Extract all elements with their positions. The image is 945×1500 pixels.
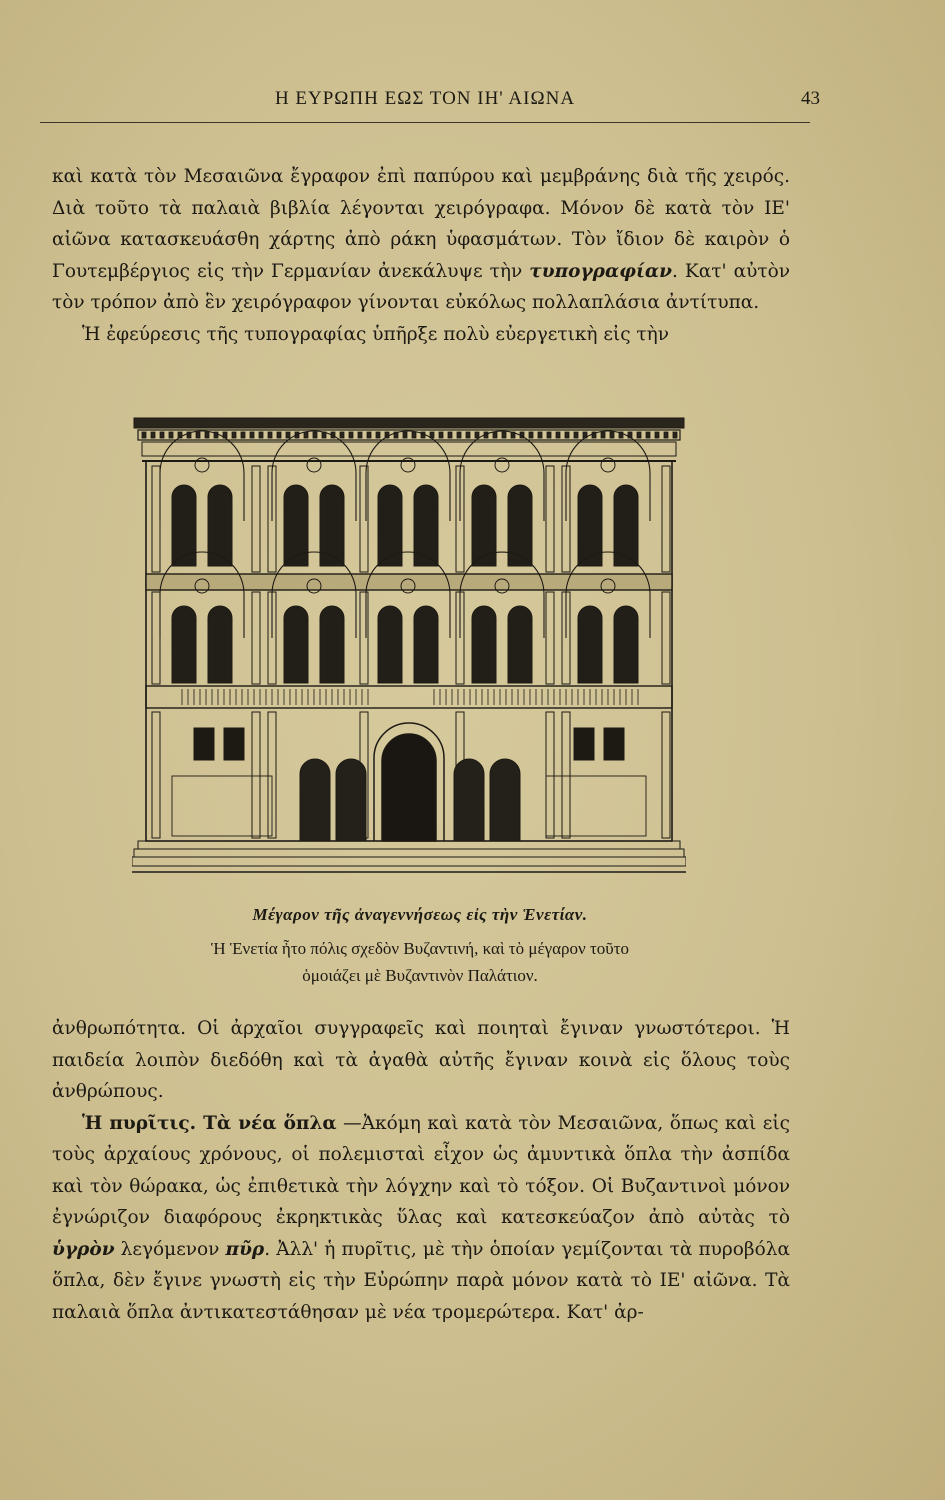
section-heading: Ἡ πυρῖτις. Τὰ νέα ὅπλα [82, 1112, 337, 1134]
emphasis-ygron: ὑγρὸν [52, 1238, 115, 1260]
bottom-text-block [52, 1013, 790, 1328]
page-header [40, 88, 820, 123]
paragraph-humanity: ἀνθρωπότητα. Οἱ ἀρχαῖοι συγγραφεῖς καὶ ποιηταὶ ἔγιναν γνωστότεροι. Ἡ παιδεία λοιπὸν διεδόθη καὶ τὰ ἀγαθὰ αὐτῆς ἔγιναν κοινὰ εἰς ὅλους τοὺς ἀνθρώπους. [52, 1018, 790, 1102]
emphasis-pyr: πῦρ [225, 1238, 265, 1260]
figure-caption-line2: ὁμοιάζει μὲ Βυζαντινὸν Παλάτιον. [302, 966, 538, 985]
running-title: Η ΕΥΡΩΠΗ ΕΩΣ ΤΟΝ ΙΗ' ΑΙΩΝΑ [274, 88, 576, 109]
paragraph-invention: Ἡ ἐφεύρεσις τῆς τυπογραφίας ὑπῆρξε πολὺ εὐεργετικὴ εἰς τὴν [82, 323, 669, 345]
palazzo-illustration [132, 416, 686, 876]
page-number: 43 [801, 88, 820, 109]
figure-caption-title: Μέγαρον τῆς ἀναγεννήσεως εἰς τὴν Ἑνετίαν. [252, 905, 588, 924]
paragraph-gunpowder: Ἡ πυρῖτις. Τὰ νέα ὅπλα —Ἀκόμη καὶ κατὰ τὸν Μεσαιῶνα, ὅπως καὶ εἰς τοὺς ἀρχαίους χρόνους, οἱ πολεμισταὶ εἶχον ὡς ἀμυντικὰ ὅπλα τὴν ἀσπίδα καὶ τὸν θώρακα, ὡς ἐπιθετικὰ τὴν λόγχην καὶ τὸ τόξον. Οἱ Βυζαντινοὶ μόνον ἐγνώριζον διαφόρους ἐκρηκτικὰς ὕλας καὶ κατεσκεύαζον ἀπὸ αὐτὰς τὸ ὑγρὸν λεγόμενον πῦρ. Ἀλλ' ἡ πυρῖτις, μὲ τὴν ὁποίαν γεμίζονται τὰ πυροβόλα ὅπλα, δὲν ἔγινε γνωστὴ εἰς τὴν Εὐρώπην παρὰ μόνον κατὰ τὸ ΙΕ' αἰῶνα. Τὰ παλαιὰ ὅπλα ἀντικατεστάθησαν μὲ νέα τρομερώτερα. Κατ' ἀρ- [52, 1112, 790, 1323]
emphasis-typografia: τυπογραφίαν [529, 260, 672, 282]
top-text-block [52, 161, 790, 350]
renaissance-palace-engraving [132, 416, 686, 876]
figure-caption-line1: Ἡ Ἑνετία ἦτο πόλις σχεδὸν Βυζαντινή, καὶ τὸ μέγαρον τοῦτο [210, 939, 630, 958]
paragraph-printing: καὶ κατὰ τὸν Μεσαιῶνα ἔγραφον ἐπὶ παπύρου καὶ μεμβράνης διὰ τῆς χειρός. Διὰ τοῦτο τὰ παλαιὰ βιβλία λέγονται χειρόγραφα. Μόνον δὲ κατὰ τὸν ΙΕ' αἰῶνα κατασκευάσθη χάρτης ἀπὸ ράκη ὑφασμάτων. Τὸν ἴδιον δὲ καιρὸν ὁ Γουτεμβέργιος εἰς τὴν Γερμανίαν ἀνεκάλυψε τὴν τυπογραφίαν. Κατ' αὐτὸν τὸν τρόπον ἀπὸ ἓν χειρόγραφον γίνονται εὐκόλως πολλαπλάσια ἀντίτυπα. [52, 166, 791, 313]
